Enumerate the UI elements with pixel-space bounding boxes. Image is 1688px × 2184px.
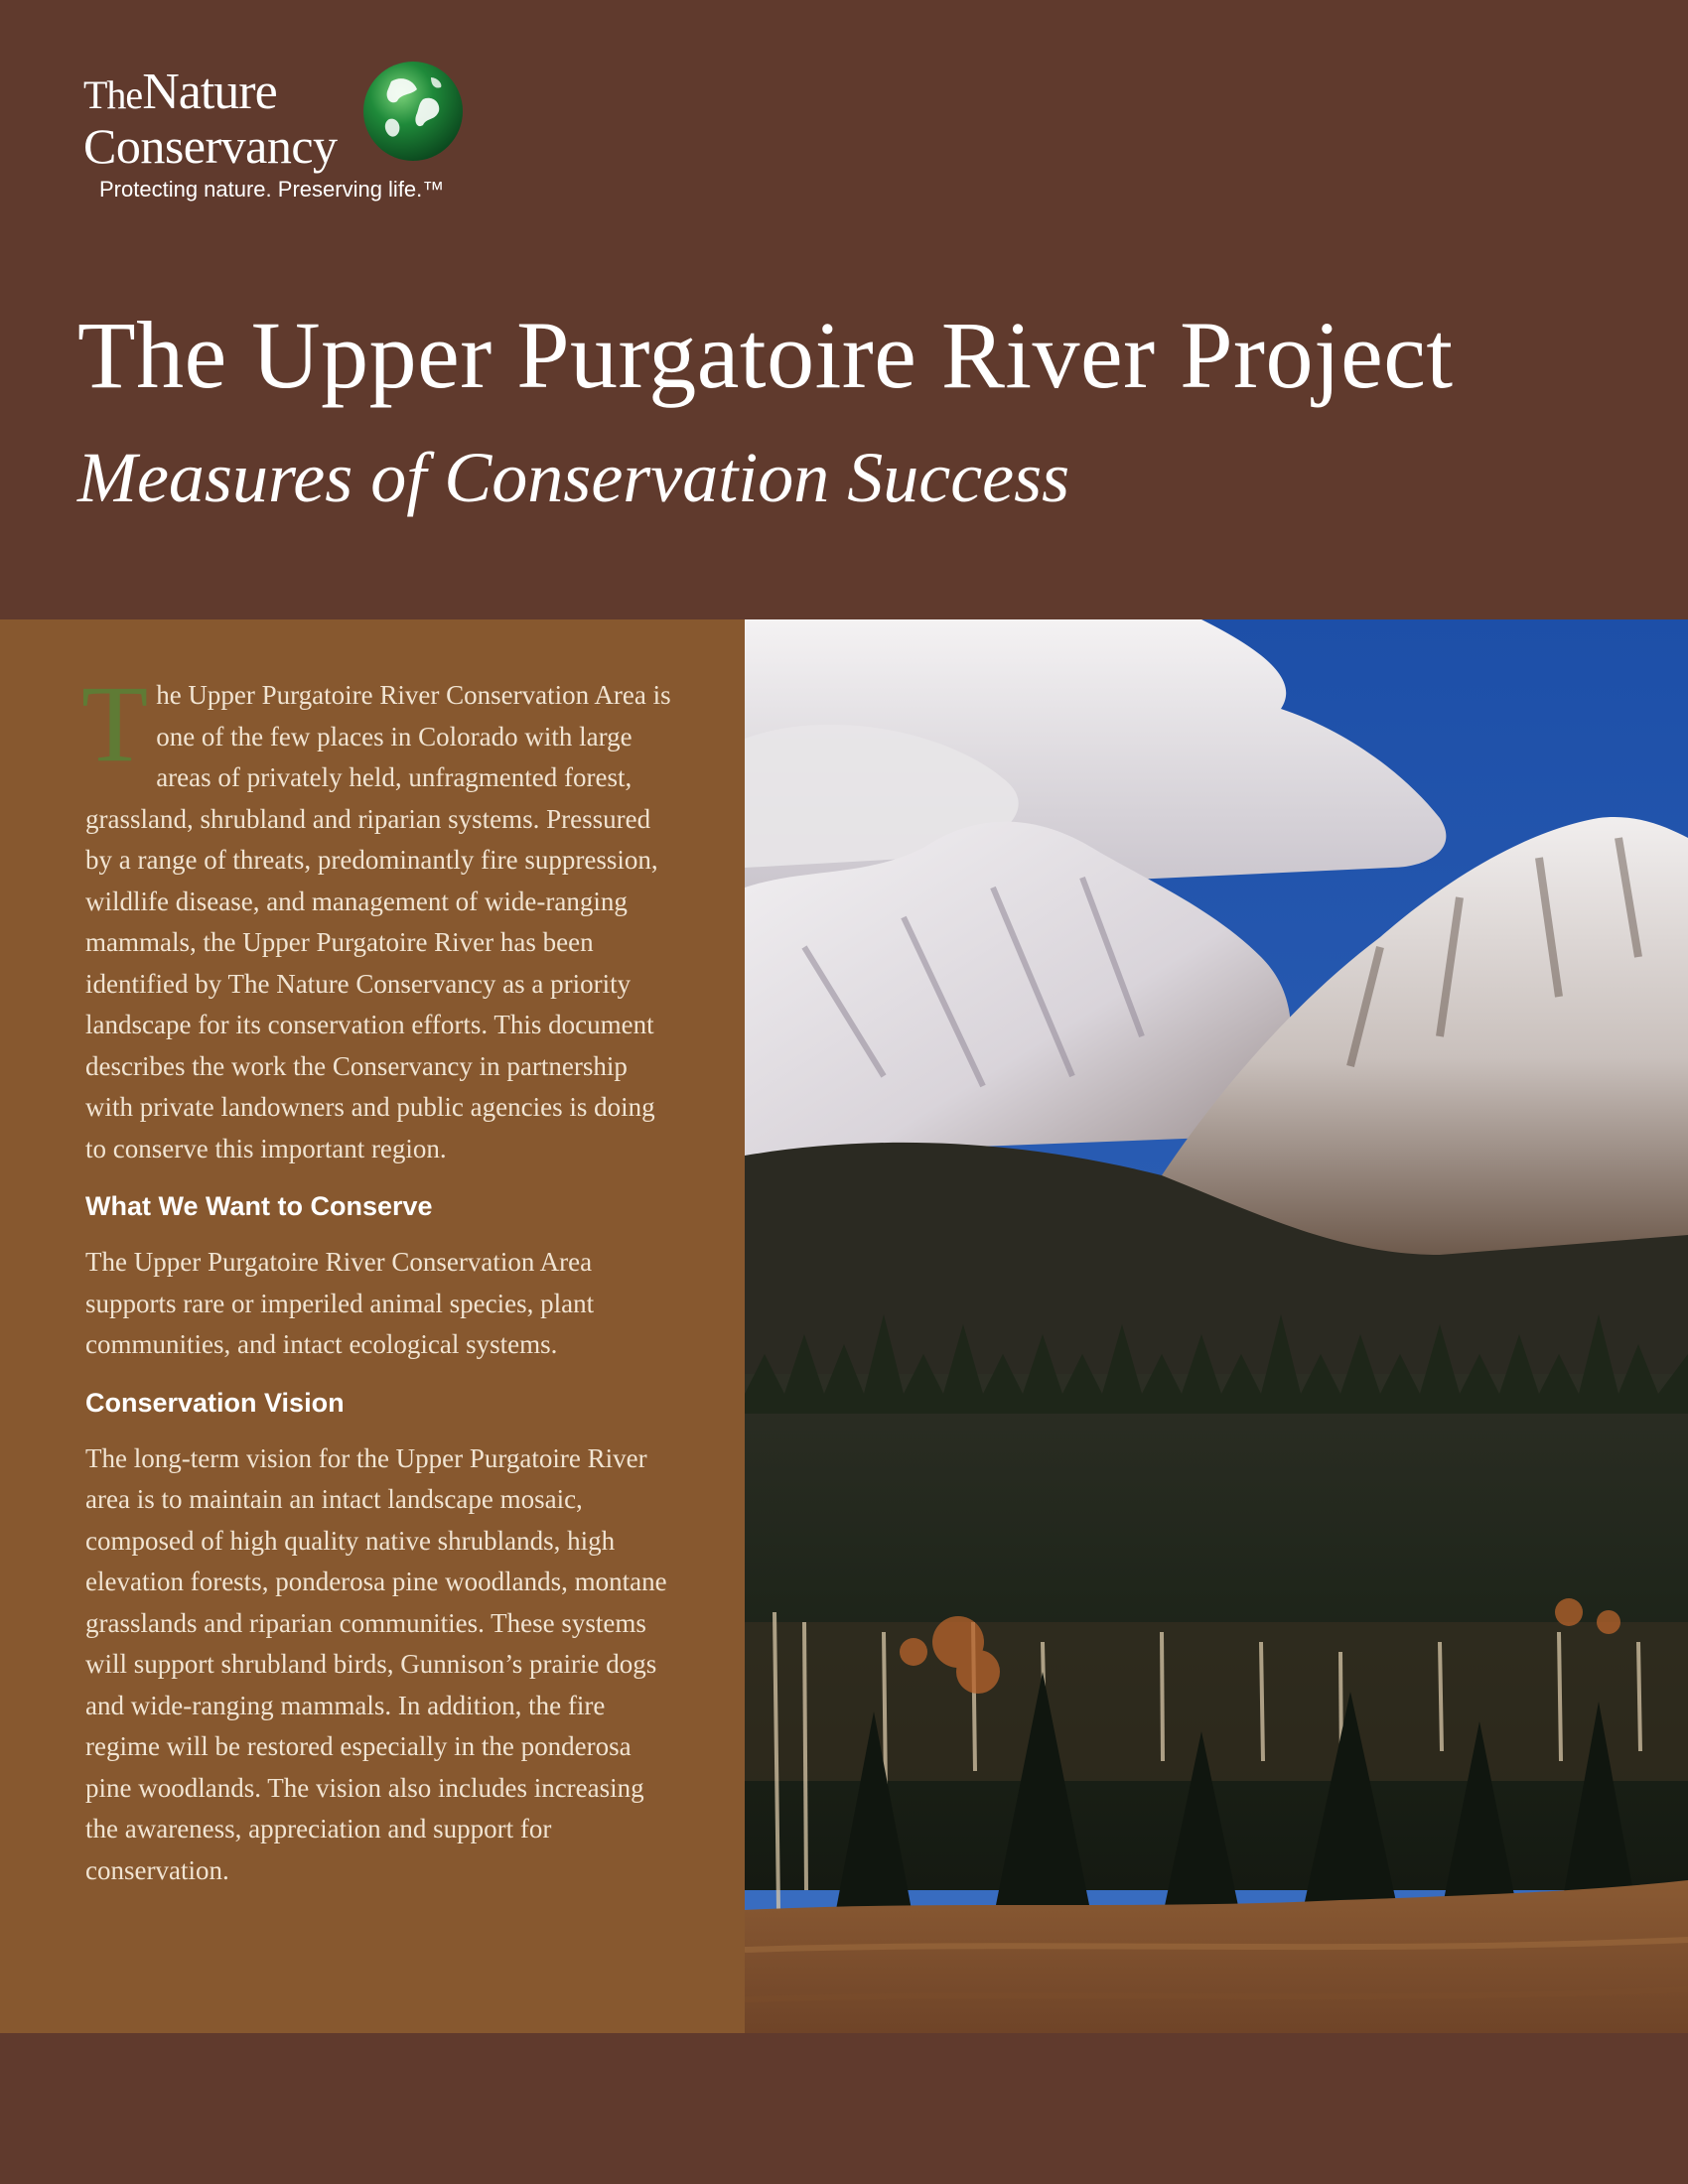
mountain-landscape-photo (745, 619, 1688, 2033)
landscape-illustration (745, 619, 1688, 2033)
page-subtitle: Measures of Conservation Success (77, 438, 1070, 517)
logo-wordmark (83, 64, 338, 174)
logo-conservancy: Conservancy (83, 118, 338, 174)
text-column (81, 663, 681, 1891)
globe-icon (361, 60, 465, 163)
logo-nature: Nature (142, 64, 277, 120)
intro-text: he Upper Purgatoire River Conservation Area is one of the few places in Colorado with large areas of privately held, unfragmented forest, grassland, shrubland and riparian systems. Pressured by a range of threats, predominantly fire suppression, wildlife disease, and management of wide-ranging mammals, the Upper Purgatoire River has been identified by The Nature Conservancy as a priority landscape for its conservation efforts. This document describes the work the Conservancy in partnership with private landowners and public agencies is doing to conserve this important region. (85, 680, 671, 1163)
paragraph-conservation-vision: The long-term vision for the Upper Purgatoire River area is to maintain an intact landscape mosaic, composed of high quality native shrublands, high elevation forests, ponderosa pine woodlands, montane grasslands and riparian communities. These systems will support shrubland birds, Gunnison’s prairie dogs and wide-ranging mammals. In addition, the fire regime will be restored especially in the ponderosa pine woodlands. The vision also includes increasing the awareness, appreciation and support for conservation. (85, 1442, 667, 1885)
page-title: The Upper Purgatoire River Project (77, 302, 1454, 408)
paragraph-what-we-want-to-conserve: The Upper Purgatoire River Conservation Area supports rare or imperiled animal species, plant communities, and intact ecological systems. (85, 1247, 595, 1359)
logo (79, 58, 496, 206)
tagline: Protecting nature. Preserving life.™ (99, 177, 445, 202)
logo-the: The (83, 72, 143, 117)
heading-what-we-want-to-conserve: What We Want to Conserve (85, 1191, 433, 1221)
text-panel (0, 619, 745, 2033)
dropcap-letter: T (81, 663, 149, 784)
intro-paragraph (81, 663, 681, 1169)
heading-conservation-vision: Conservation Vision (85, 1387, 345, 1418)
